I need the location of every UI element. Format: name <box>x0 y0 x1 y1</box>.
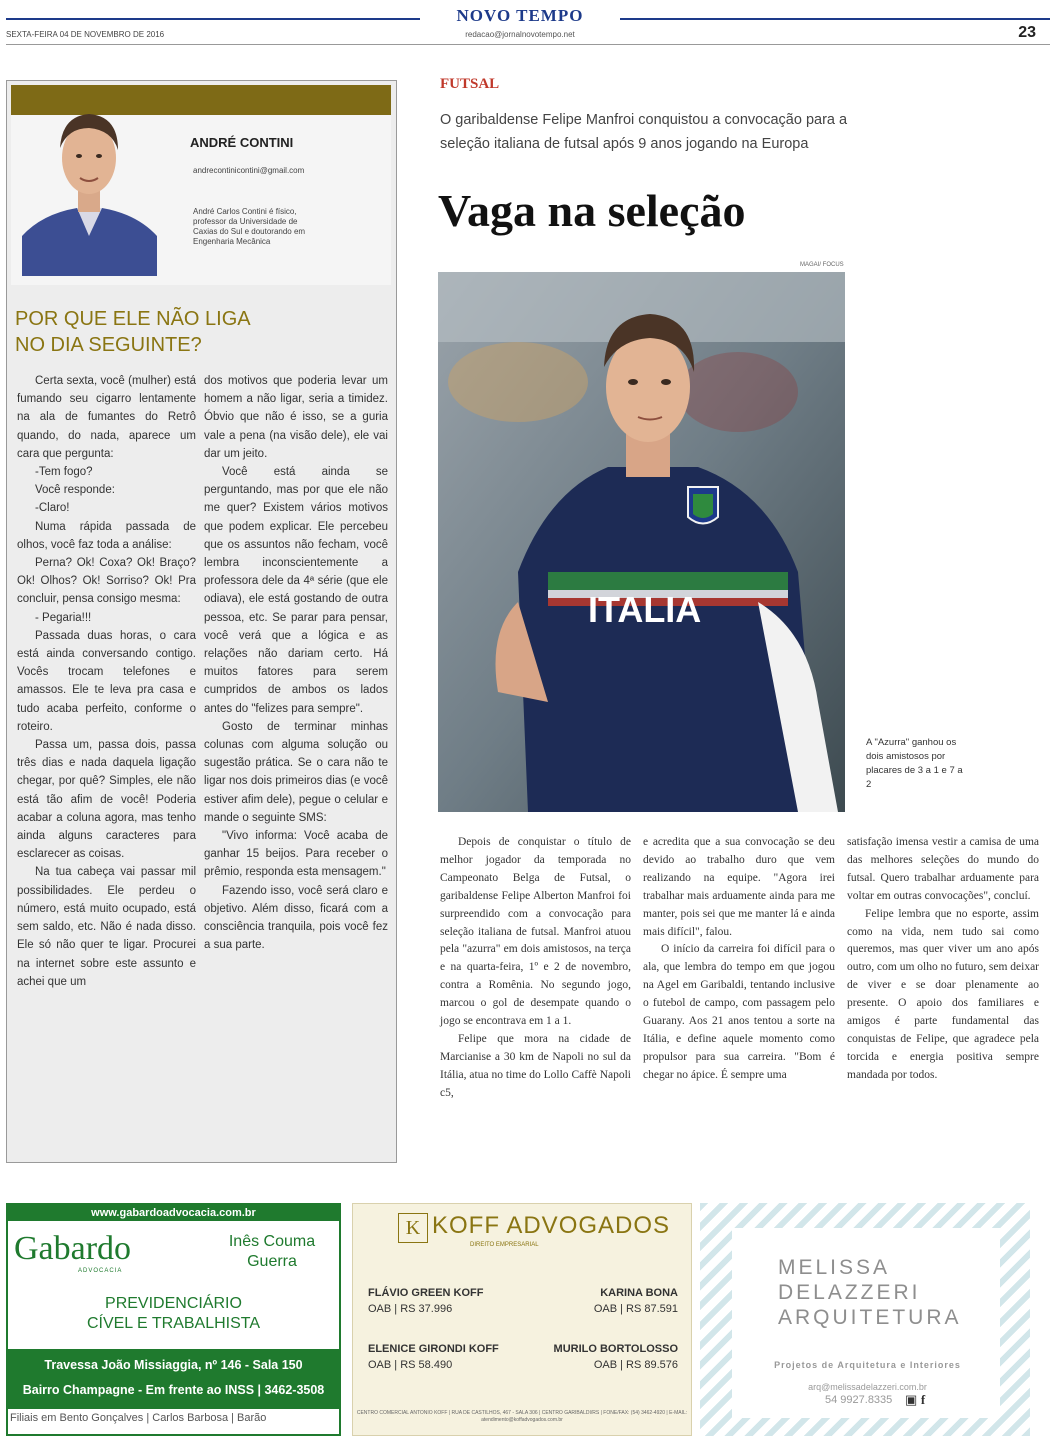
author-bio: André Carlos Contini é físico, professor da Universidade de Caxias do Sul e doutorando em Engenharia Mecânica <box>193 207 306 246</box>
paragraph: Você está ainda se perguntando, mas por que ele não me quer? Existem vários motivos que podem explicar. Ele percebeu que os assuntos não fecham, você lembra inconscientemente a professora dele da 4ª série (que ele odiava), ele está gostando de outra pessoa, etc. Se parar para pensar, você verá que a lógica e as relações não dariam certo. Há muitos fatores para serem cumpridos de ambos os lados antes do "felizes para sempre". <box>204 466 388 715</box>
jersey-text: ITALIA <box>588 589 702 630</box>
paragraph: e acredita que a sua convocação se deu devido ao trabalho duro que vem realizando na equipe. "Agora irei trabalhar mais arduamente ainda para me manter, pois sei que me manter lá e ainda mais difícil", falou. <box>643 836 835 938</box>
ad-gabardo-url[interactable]: www.gabardoadvocacia.com.br <box>8 1205 339 1221</box>
ad-gabardo-branches: Filiais em Bento Gonçalves | Carlos Barbosa | Barão <box>10 1412 267 1424</box>
article-text-col-3 <box>847 834 1039 1085</box>
paragraph: Passada duas horas, o cara está ainda conversando contigo. Vocês trocam telefones e amassos. Ele te leva pra casa e tudo acaba perfeito, conforme o roteiro. <box>17 629 196 733</box>
paragraph: dos motivos que poderia levar um homem a não ligar, seria a timidez. Óbvio que não é isso, se a guria vale a pena (na visão dele), ele vai dar um jeito. <box>204 375 388 460</box>
ad-melissa-social <box>905 1392 925 1408</box>
article-text-col-2 <box>643 834 835 1085</box>
ad-melissa-name-line: MELISSA <box>778 1256 891 1279</box>
paragraph: Felipe que mora na cidade de Marcianise a 30 km de Napoli no sul da Itália, atua no time do Lollo Caffè Napoli c5, <box>440 1032 631 1099</box>
paragraph: O início da carreira foi difícil para o ala, que lembra do tempo em que jogou na Agel em Garibaldi, tentando inclusive o futebol de campo, com passagem pelo Guarany. Aos 21 anos tentou a sorte na Itália, e define aquele momento como propulsor para sua carreira. "Bom é chegar no ápice. É sempre uma <box>643 943 835 1081</box>
ad-koff-address: CENTRO COMERCIAL ANTONIO KOFF | RUA DE CASTILHOS, 467 - SALA 306 | CENTRO GARIBALDI/RS | FONE/FAX: (54) 3462-4920 | E-MAIL: atendimento@koffadvogados.com.br <box>356 1410 688 1423</box>
article-text-col-1 <box>440 834 631 1103</box>
column-text-col-2 <box>204 372 388 955</box>
koff-logo-icon: K <box>398 1213 428 1243</box>
paragraph: Depois de conquistar o título de melhor jogador da temporada no Campeonato Belga de Futsal, o garibaldense Felipe Alberton Manfroi foi surpreendido com a convocação para seleção italiana de futsal. Manfroi atuou pela "azurra" em dois amistosos, na terça e na quarta-feira, 1º e 2 de novembro, contra a Romênia. No segundo jogo, marcou o gol de desempate quando o jogo se encontrava em 1 a 1. <box>440 836 631 1028</box>
column-title-line-2: NO DIA SEGUINTE? <box>15 334 202 356</box>
author-photo <box>22 96 157 276</box>
paragraph: Gosto de terminar minhas colunas com alguma solução ou sugestão prática. Se o cara não te ligar nos dois primeiros dias (e você estiver afim dele), pegue o celular e mande o seguinte SMS: <box>204 720 388 824</box>
ad-koff-lawyer <box>540 1341 678 1373</box>
header-rule-right <box>620 18 1050 20</box>
ad-melissa-name-line: ARQUITETURA <box>778 1306 962 1329</box>
lawyer-name: MURILO BORTOLOSSO <box>553 1343 678 1355</box>
paragraph: - Pegaria!!! <box>35 611 92 624</box>
paragraph: Na tua cabeça vai passar mil possibilidades. Ele perdeu o número, está muito ocupado, está sem saldo, etc. Não é nada disso. Ele só não quer te ligar. Procurei na internet sobre este assunto e achei que um <box>17 866 196 988</box>
ad-koff-lawyer <box>368 1341 499 1373</box>
instagram-icon[interactable]: ▣ <box>905 1392 918 1407</box>
lawyer-name: KARINA BONA <box>600 1287 678 1299</box>
issue-date: SEXTA-FEIRA 04 DE NOVEMBRO DE 2016 <box>6 30 165 39</box>
ad-melissa-phone: 54 9927.8335 <box>825 1394 893 1406</box>
photo-credit: MAGAI/ FOCUS <box>800 262 844 268</box>
ad-gabardo-area: CÍVEL E TRABALHISTA <box>86 1315 261 1332</box>
paragraph: Passa um, passa dois, passa três dias e nada daquela ligação chegar, por quê? Simples, ele não está tão afim de você! Poderia acabar a coluna agora, mas tenho ainda alguns caracteres para esclarecer as coisas. <box>17 739 196 861</box>
paragraph: "Vivo informa: Você acaba de ganhar 15 beijos. Para receber o prêmio, responda esta mensagem." <box>204 830 388 879</box>
paragraph: Felipe lembra que no esporte, assim como na vida, nem tudo sai como queremos, mas quer viver um ano após outro, com um olho no futuro, sem deixar de viver e se doar plenamente ao presente. O apoio dos familiares e amigos é parte fundamental das conquistas de Felipe, que agradece pela torcida e energia positiva sempre mandada por todos. <box>847 907 1039 1081</box>
ad-melissa-name-line: DELAZZERI <box>778 1281 921 1304</box>
page-number: 23 <box>1018 24 1036 41</box>
paragraph: -Claro! <box>35 502 70 515</box>
ad-koff-lawyer <box>368 1285 484 1317</box>
lawyer-oab: OAB | RS 37.996 <box>368 1303 453 1315</box>
newspaper-email: redacao@jornalnovotempo.net <box>465 30 575 39</box>
header-divider <box>6 44 1050 45</box>
column-title <box>15 306 385 358</box>
column-text-col-1 <box>17 372 196 991</box>
ad-gabardo-brand: Gabardo <box>14 1230 132 1267</box>
ad-gabardo-lawyer: Inês Couma Guerra <box>228 1233 316 1270</box>
paragraph: -Tem fogo? <box>35 466 93 479</box>
photo-caption: A "Azurra" ganhou os dois amistosos por placares de 3 a 1 e 7 a 2 <box>866 737 963 790</box>
ad-melissa-email[interactable]: arq@melissadelazzeri.com.br <box>808 1382 927 1392</box>
ad-gabardo-sub: ADVOCACIA <box>78 1268 123 1274</box>
header-rule-left <box>6 18 420 20</box>
article-headline: Vaga na seleção <box>438 185 746 236</box>
facebook-icon[interactable]: f <box>920 1392 926 1407</box>
newspaper-logo: NOVO TEMPO <box>456 6 584 25</box>
paragraph: Fazendo isso, você será claro e objetivo. Além disso, ficará com a consciência tranquila, pois você fez a sua parte. <box>204 884 388 952</box>
lawyer-name: ELENICE GIRONDI KOFF <box>368 1343 499 1355</box>
lawyer-oab: OAB | RS 58.490 <box>368 1359 453 1371</box>
ad-gabardo-areas <box>8 1294 339 1334</box>
ad-melissa-name <box>778 1255 962 1330</box>
author-email: andrecontinicontini@gmail.com <box>193 166 305 175</box>
ad-koff-name: KOFF ADVOGADOS <box>432 1212 671 1239</box>
article-photo <box>438 272 845 812</box>
ad-gabardo-address <box>10 1353 337 1403</box>
ad-gabardo-address-line: Travessa João Missiaggia, nº 146 - Sala 150 <box>44 1358 303 1372</box>
ad-gabardo-address-line: Bairro Champagne - Em frente ao INSS | 3462-3508 <box>22 1383 325 1397</box>
ad-melissa-tagline: Projetos de Arquitetura e Interiores <box>774 1360 961 1370</box>
paragraph: Certa sexta, você (mulher) está fumando seu cigarro lentamente na ala de fumantes do Retrô quando, do nada, aparece um cara que pergunta: <box>17 375 196 460</box>
author-name: ANDRÉ CONTINI <box>190 135 294 150</box>
paragraph: Perna? Ok! Coxa? Ok! Braço? Ok! Olhos? Ok! Sorriso? Ok! Pra concluir, pensa consigo mesma: <box>17 557 196 606</box>
article-dek: O garibaldense Felipe Manfroi conquistou a convocação para a seleção italiana de futsal após 9 anos jogando na Europa <box>440 112 848 152</box>
column-title-line-1: POR QUE ELE NÃO LIGA <box>15 308 251 330</box>
section-kicker: FUTSAL <box>440 76 500 92</box>
paragraph: satisfação imensa vestir a camisa de uma das melhores seleções do mundo do futsal. Quero trabalhar arduamente para voltar em outras convocações", concluí. <box>847 836 1039 902</box>
paragraph: Numa rápida passada de olhos, você faz toda a análise: <box>17 520 196 551</box>
lawyer-name: FLÁVIO GREEN KOFF <box>368 1287 484 1299</box>
ad-gabardo-area: PREVIDENCIÁRIO <box>105 1295 242 1312</box>
lawyer-oab: OAB | RS 89.576 <box>593 1359 678 1371</box>
ad-koff-lawyer <box>582 1285 678 1317</box>
paragraph: Você responde: <box>35 484 115 497</box>
lawyer-oab: OAB | RS 87.591 <box>593 1303 678 1315</box>
ad-koff-tagline: DIREITO EMPRESARIAL <box>470 1242 539 1248</box>
